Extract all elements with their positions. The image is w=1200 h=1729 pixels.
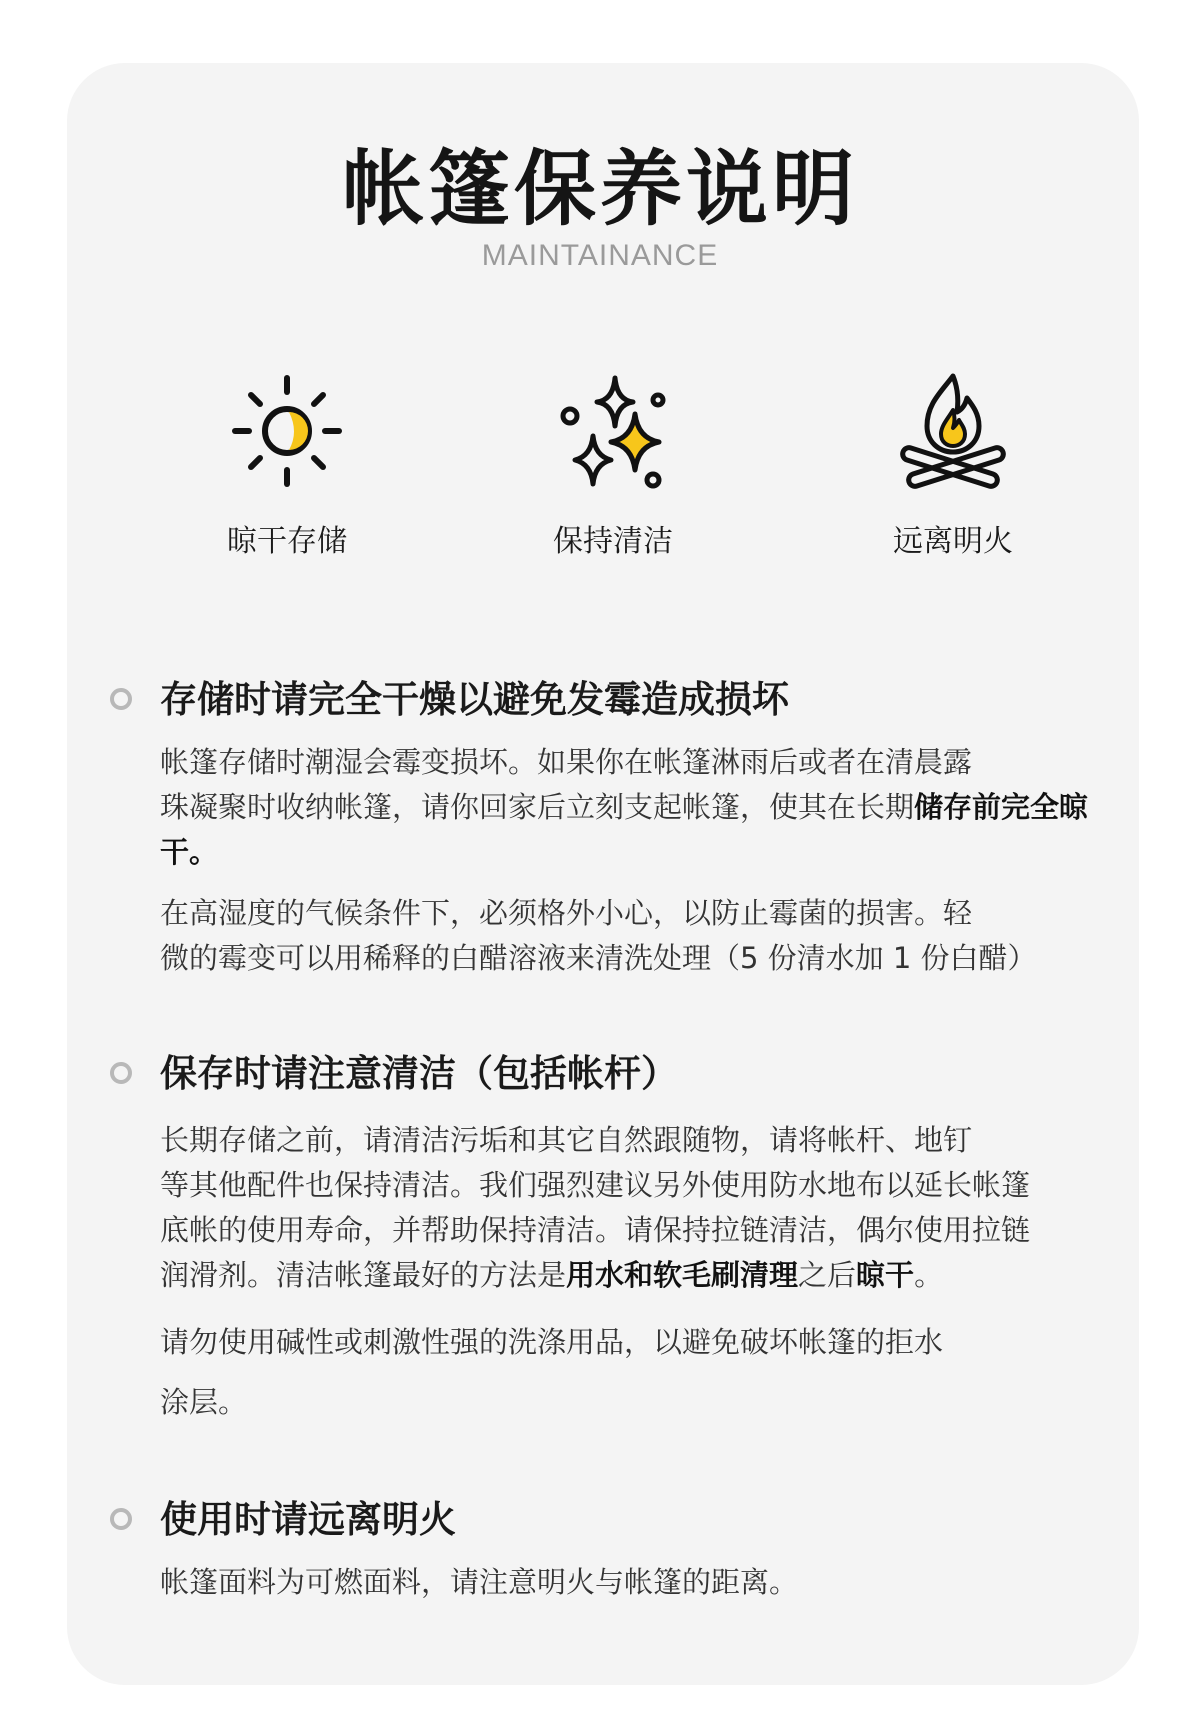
feature-label: 晾干存储	[227, 524, 347, 559]
section-keep-clean	[110, 1046, 1110, 1432]
bold-text: 用水和软毛刷清理	[566, 1258, 799, 1292]
text-line: 在高湿度的气候条件下，必须格外小心，以防止霉菌的损害。轻	[160, 896, 973, 930]
bullet-circle-icon	[110, 1508, 132, 1530]
campfire-icon	[893, 370, 1013, 500]
bold-text: 储存前完全晾干。	[160, 790, 1089, 869]
section-heading	[110, 672, 1110, 728]
section-dry-storage	[110, 672, 1110, 981]
text-line: 帐篷面料为可燃面料，请注意明火与帐篷的距离。	[160, 1565, 799, 1599]
bullet-circle-icon	[110, 1062, 132, 1084]
section-heading	[110, 1492, 1110, 1548]
text-line: 帐篷存储时潮湿会霉变损坏。如果你在帐篷淋雨后或者在清晨露	[160, 745, 973, 779]
section-paragraph	[160, 1312, 1100, 1432]
text-line: 珠凝聚时收纳帐篷，请你回家后立刻支起帐篷，使其在长期	[160, 790, 915, 824]
text-line: 之后	[798, 1258, 857, 1292]
bullet-circle-icon	[110, 688, 132, 710]
section-title: 存储时请完全干燥以避免发霉造成损坏	[160, 678, 789, 721]
feature-label: 远离明火	[893, 524, 1013, 559]
section-paragraph	[160, 1118, 1100, 1298]
page-title: 帐篷保养说明	[341, 142, 858, 237]
section-paragraph	[160, 891, 1100, 981]
section-title: 保存时请注意清洁（包括帐杆）	[160, 1052, 678, 1095]
text-line: 等其他配件也保持清洁。我们强烈建议另外使用防水地布以延长帐篷	[160, 1168, 1031, 1202]
feature-keep-clean	[493, 370, 733, 562]
section-paragraph	[160, 1560, 1100, 1605]
feature-away-from-fire	[833, 370, 1073, 562]
text-line: 长期存储之前，请清洁污垢和其它自然跟随物，请将帐杆、地钉	[160, 1123, 973, 1157]
text-line: 润滑剂。清洁帐篷最好的方法是	[160, 1258, 567, 1292]
feature-label: 保持清洁	[553, 524, 673, 559]
section-paragraph	[160, 740, 1100, 875]
text-line: 涂层。	[160, 1385, 248, 1419]
text-line: 请勿使用碱性或刺激性强的洗涤用品，以避免破坏帐篷的拒水	[160, 1325, 944, 1359]
page-subtitle: MAINTAINANCE	[481, 239, 719, 272]
text-line: 。	[914, 1258, 944, 1292]
section-title: 使用时请远离明火	[160, 1498, 456, 1541]
sparkle-icon	[553, 370, 673, 500]
bold-text: 晾干	[856, 1258, 915, 1292]
text-line: 底帐的使用寿命，并帮助保持清洁。请保持拉链清洁，偶尔使用拉链	[160, 1213, 1031, 1247]
section-heading	[110, 1046, 1110, 1102]
section-away-from-fire	[110, 1492, 1110, 1605]
feature-dry-storage	[167, 370, 407, 562]
sun-icon	[227, 370, 347, 500]
text-line: 微的霉变可以用稀释的白醋溶液来清洗处理（5 份清水加 1 份白醋）	[160, 941, 1037, 975]
